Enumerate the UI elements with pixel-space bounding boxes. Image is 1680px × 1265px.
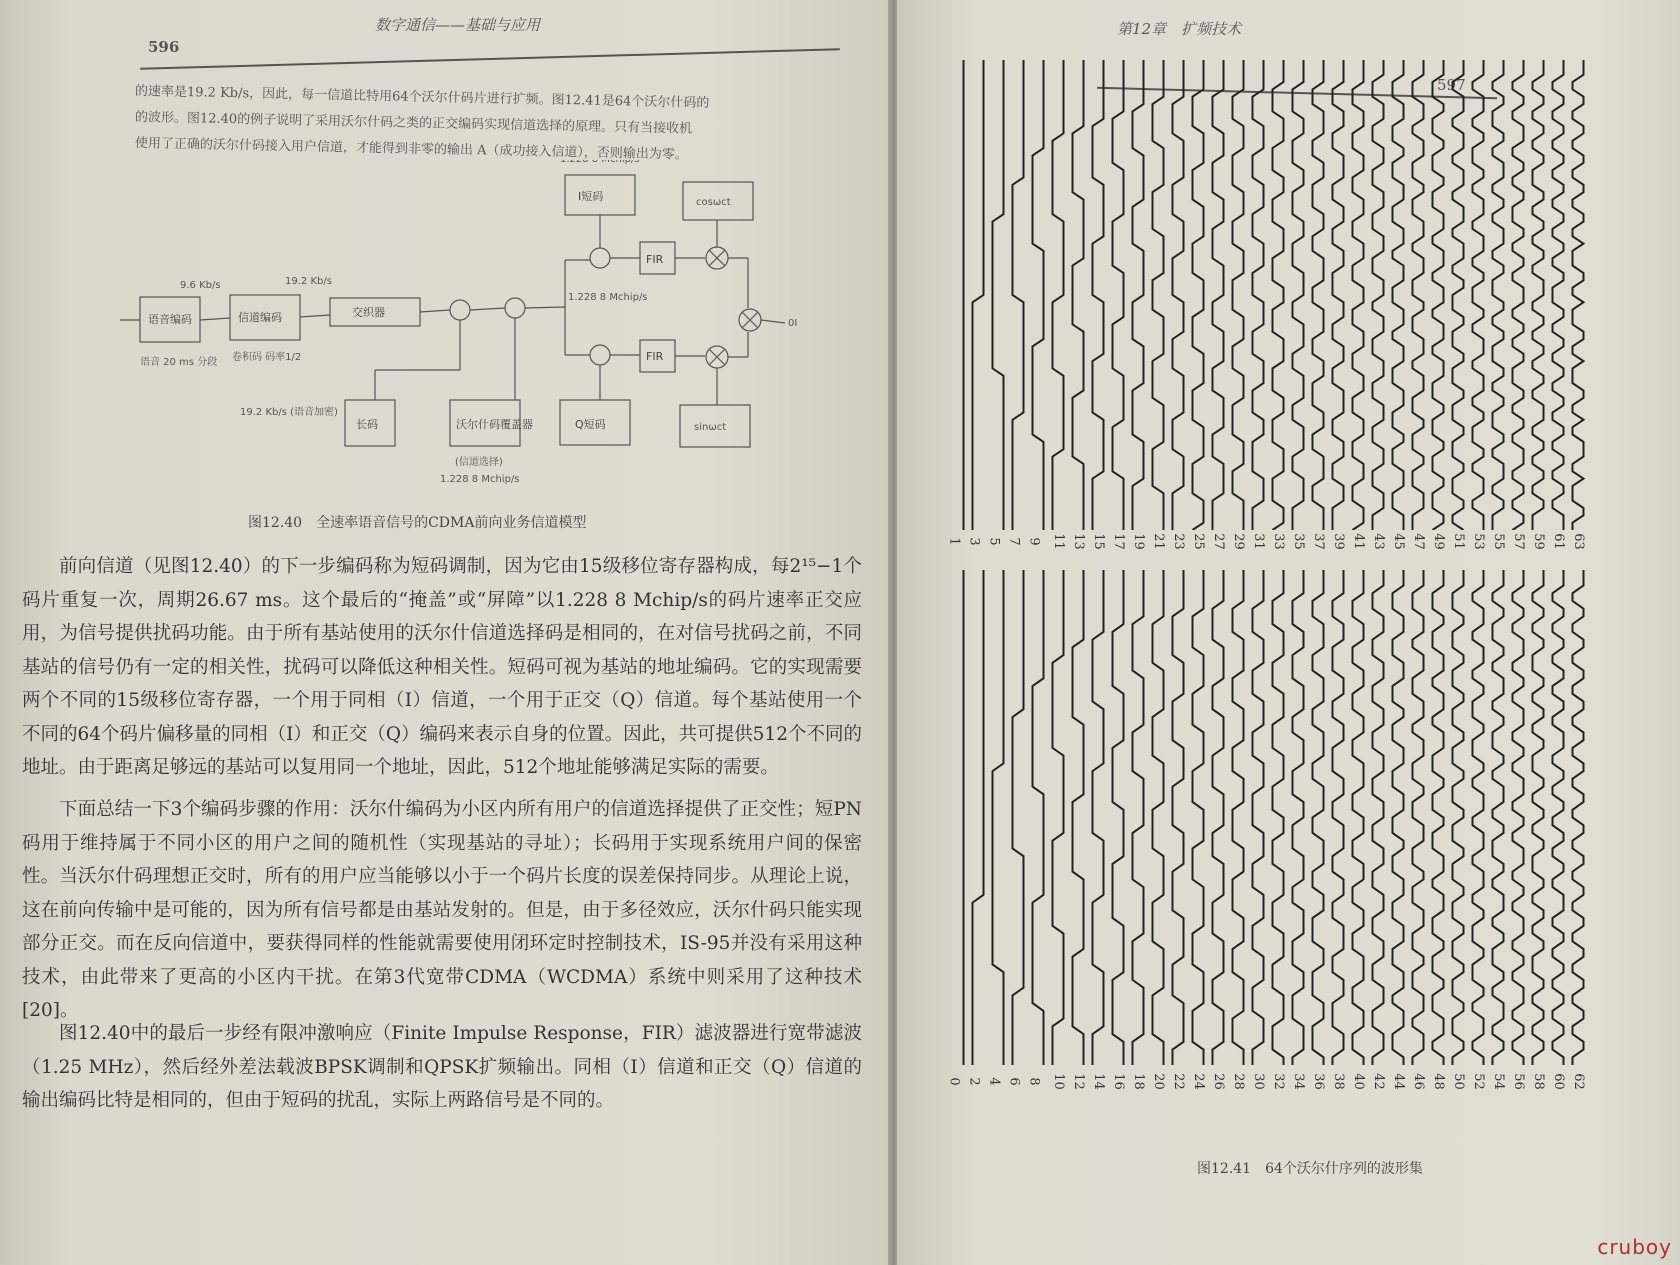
walsh-label-20: 20	[1150, 1073, 1166, 1090]
header-rule-left	[140, 48, 840, 70]
block-fir-q: FIR	[646, 350, 664, 363]
walsh-label-41: 41	[1350, 533, 1366, 550]
walsh-label-59: 59	[1530, 533, 1546, 550]
walsh-label-47: 47	[1410, 533, 1426, 550]
walsh-bottom-labels	[948, 1072, 1588, 1094]
walsh-label-63: 63	[1570, 533, 1586, 550]
walsh-label-13: 13	[1070, 533, 1086, 550]
walsh-label-9: 9	[1026, 537, 1042, 546]
walsh-waveform-23	[1173, 60, 1184, 530]
walsh-waveform-4	[993, 570, 1004, 1065]
walsh-waveform-14	[1093, 570, 1104, 1065]
walsh-label-56: 56	[1510, 1073, 1526, 1090]
walsh-top-svg	[948, 60, 1588, 530]
block-interleaver: 交织器	[352, 306, 385, 319]
walsh-label-34: 34	[1290, 1073, 1306, 1090]
rate-192-label: 19.2 Kb/s	[285, 276, 332, 287]
block-fir-i: FIR	[646, 253, 664, 266]
walsh-label-58: 58	[1530, 1073, 1546, 1090]
intro-line-2: 的波形。图12.40的例子说明了采用沃尔什码之类的正交编码实现信道选择的原理。只有当接收机	[134, 110, 693, 137]
walsh-label-31: 31	[1250, 533, 1266, 550]
walsh-label-4: 4	[986, 1077, 1002, 1086]
walsh-label-16: 16	[1110, 1073, 1126, 1090]
walsh-label-33: 33	[1270, 533, 1286, 550]
walsh-label-2: 2	[966, 1077, 982, 1086]
walsh-waveform-42	[1373, 570, 1384, 1065]
walsh-label-48: 48	[1430, 1073, 1446, 1090]
walsh-waveform-46	[1413, 570, 1424, 1065]
walsh-waveforms-odd	[948, 60, 1588, 530]
walsh-label-52: 52	[1470, 1073, 1486, 1090]
walsh-waveform-28	[1233, 570, 1244, 1065]
rate-9600-label: 9.6 Kb/s	[180, 280, 221, 291]
walsh-waveform-9	[1033, 60, 1044, 530]
channel-select-label: (信道选择)	[455, 457, 503, 468]
walsh-waveform-30	[1253, 570, 1264, 1065]
walsh-waveform-7	[1013, 60, 1024, 530]
walsh-label-37: 37	[1310, 533, 1326, 550]
walsh-label-12: 12	[1070, 1073, 1086, 1090]
walsh-waveform-32	[1273, 570, 1284, 1065]
walsh-label-21: 21	[1150, 533, 1166, 550]
page-number-right: 597	[1437, 76, 1466, 94]
walsh-waveform-6	[1013, 570, 1024, 1065]
walsh-label-3: 3	[966, 537, 982, 546]
walsh-waveform-21	[1153, 60, 1164, 530]
walsh-bottom-svg	[948, 570, 1588, 1065]
walsh-waveform-18	[1133, 570, 1144, 1065]
rate-top-label	[560, 160, 640, 165]
walsh-label-49: 49	[1430, 533, 1446, 550]
paragraph-1: 前向信道（见图12.40）的下一步编码称为短码调制，因为它由15级移位寄存器构成，每2¹⁵−1个码片重复一次，周期26.67 ms。这个最后的“掩盖”或“屏障”以1.228 8 Mchip/s的码片速率正交应用，为信号提供扰码功能。由于所有基站使用的沃尔什信道选择码是相同的，在对信号扰码之前，不同基站的信号仍有一定的相关性，扰码可以降低这种相关性。短码可视为基站的地址编码。它的实现需要两个不同的15级移位寄存器，一个用于同相（I）信道，一个用于正交（Q）信道。每个基站使用一个不同的64个码片偏移量的同相（I）和正交（Q）编码来表示自身的位置。因此，共可提供512个不同的地址。由于距离足够远的基站可以复用同一个地址，因此，512个地址能够满足实际的需要。	[22, 556, 862, 778]
walsh-label-10: 10	[1050, 1073, 1066, 1090]
walsh-waveform-8	[1033, 570, 1044, 1065]
walsh-label-11: 11	[1050, 533, 1066, 550]
walsh-waveform-2	[973, 570, 984, 1065]
block-channel-coder: 信道编码	[238, 311, 282, 324]
walsh-waveform-29	[1233, 60, 1244, 530]
walsh-label-15: 15	[1090, 533, 1106, 550]
conv-code-note: 卷积码 码率1/2	[232, 352, 302, 363]
block-sin: sinωct	[694, 422, 727, 433]
walsh-top-labels	[948, 532, 1588, 554]
output-label: 0Ⅰ	[788, 318, 798, 329]
cdma-forward-channel-diagram	[120, 160, 840, 540]
walsh-label-6: 6	[1006, 1077, 1022, 1086]
watermark-text: cruboy	[1597, 1235, 1672, 1259]
paragraph-2: 下面总结一下3个编码步骤的作用：沃尔什编码为小区内所有用户的信道选择提供了正交性；短PN码用于维持属于不同小区的用户之间的随机性（实现基站的寻址）；长码用于实现系统用户间的保密性。当沃尔什码理想正交时，所有的用户应当能够以小于一个码片长度的误差保持同步。从理论上说，这在前向传输中是可能的，因为所有信号都是由基站发射的。但是，由于多径效应，沃尔什码只能实现部分正交。而在反向信道中，要获得同样的性能就需要使用闭环定时控制技术，IS-95并没有采用这种技术，由此带来了更高的小区内干扰。在第3代宽带CDMA（WCDMA）系统中则采用了这种技术[20]。	[22, 799, 862, 1021]
walsh-waveform-12	[1073, 570, 1084, 1065]
walsh-label-53: 53	[1470, 533, 1486, 550]
intro-line-3: 使用了正确的沃尔什码接入用户信道，才能得到非零的输出 A（成功接入信道），否则输出为零。	[134, 136, 689, 163]
walsh-waveform-10	[1053, 570, 1064, 1065]
walsh-label-35: 35	[1290, 533, 1306, 550]
walsh-label-0: 0	[946, 1077, 962, 1086]
walsh-waveform-40	[1353, 570, 1364, 1065]
walsh-waveform-47	[1413, 60, 1424, 530]
walsh-label-50: 50	[1450, 1073, 1466, 1090]
running-head-right: 第12章 扩频技术	[1117, 20, 1242, 38]
walsh-label-1: 1	[946, 537, 962, 546]
walsh-label-36: 36	[1310, 1073, 1326, 1090]
walsh-waveform-49	[1433, 60, 1444, 530]
walsh-label-17: 17	[1110, 533, 1126, 550]
walsh-waveform-25	[1193, 60, 1204, 530]
walsh-waveform-13	[1073, 60, 1084, 530]
block-long-code: 长码	[356, 418, 378, 431]
walsh-waveform-37	[1313, 60, 1324, 530]
walsh-label-14: 14	[1090, 1073, 1106, 1090]
diagram-svg	[120, 160, 840, 540]
walsh-label-19: 19	[1130, 533, 1146, 550]
block-i-pn: I短码	[578, 190, 604, 203]
walsh-waveform-35	[1293, 60, 1304, 530]
running-head-left: 数字通信——基础与应用	[375, 16, 541, 34]
walsh-waveform-54	[1493, 570, 1504, 1065]
walsh-waveform-34	[1293, 570, 1304, 1065]
walsh-label-22: 22	[1170, 1073, 1186, 1090]
walsh-waveform-31	[1253, 60, 1264, 530]
walsh-label-28: 28	[1230, 1073, 1246, 1090]
walsh-label-57: 57	[1510, 533, 1526, 550]
walsh-waveform-53	[1473, 60, 1484, 530]
walsh-waveform-38	[1333, 570, 1344, 1065]
walsh-label-18: 18	[1130, 1073, 1146, 1090]
walsh-waveform-43	[1373, 60, 1384, 530]
walsh-waveform-26	[1213, 570, 1224, 1065]
walsh-waveform-17	[1113, 60, 1124, 530]
page-number-left: 596	[148, 38, 180, 56]
walsh-waveform-20	[1153, 570, 1164, 1065]
walsh-waveform-41	[1353, 60, 1364, 530]
walsh-label-39: 39	[1330, 533, 1346, 550]
intro-line-1: 的速率是19.2 Kb/s，因此，每一信道比特用64个沃尔什码片进行扩频。图12.41是64个沃尔什码的	[134, 84, 710, 112]
walsh-label-43: 43	[1370, 533, 1386, 550]
walsh-waveform-56	[1513, 570, 1524, 1065]
walsh-label-55: 55	[1490, 533, 1506, 550]
walsh-label-40: 40	[1350, 1073, 1366, 1090]
walsh-rate-label: 1.228 8 Mchip/s	[440, 474, 520, 485]
walsh-label-61: 61	[1550, 533, 1566, 550]
walsh-label-46: 46	[1410, 1073, 1426, 1090]
walsh-waveform-52	[1473, 570, 1484, 1065]
walsh-label-8: 8	[1026, 1077, 1042, 1086]
walsh-waveform-55	[1493, 60, 1504, 530]
walsh-waveform-51	[1453, 60, 1464, 530]
walsh-label-32: 32	[1270, 1073, 1286, 1090]
walsh-waveform-3	[973, 60, 984, 530]
walsh-waveform-61	[1553, 60, 1564, 530]
walsh-label-27: 27	[1210, 533, 1226, 550]
walsh-label-29: 29	[1230, 533, 1246, 550]
walsh-label-24: 24	[1190, 1073, 1206, 1090]
walsh-waveform-33	[1273, 60, 1284, 530]
walsh-label-45: 45	[1390, 533, 1406, 550]
paragraph-3: 图12.40中的最后一步经有限冲激响应（Finite Impulse Response，FIR）滤波器进行宽带滤波（1.25 MHz），然后经外差法载波BPSK调制和QPSK扩频输出。同相（I）信道和正交（Q）信道的输出编码比特是相同的，但由于短码的扰乱，实际上两路信号是不同的。	[22, 1023, 862, 1111]
block-cos: cosωct	[696, 197, 731, 208]
walsh-waveform-27	[1213, 60, 1224, 530]
walsh-waveform-36	[1313, 570, 1324, 1065]
block-vocoder: 语音编码	[148, 313, 192, 326]
figure-12-40-caption: 图12.40 全速率语音信号的CDMA前向业务信道模型	[248, 515, 587, 531]
walsh-waveform-16	[1113, 570, 1124, 1065]
walsh-label-54: 54	[1490, 1073, 1506, 1090]
walsh-label-25: 25	[1190, 533, 1206, 550]
walsh-label-23: 23	[1170, 533, 1186, 550]
walsh-waveform-5	[993, 60, 1004, 530]
rate-mid-label: 1.228 8 Mchip/s	[568, 292, 648, 303]
walsh-waveform-58	[1533, 570, 1544, 1065]
vocoder-note: 语音 20 ms 分段	[140, 357, 218, 368]
walsh-waveform-48	[1433, 570, 1444, 1065]
walsh-label-26: 26	[1210, 1073, 1226, 1090]
walsh-waveform-60	[1553, 570, 1564, 1065]
walsh-waveform-22	[1173, 570, 1184, 1065]
walsh-waveform-59	[1533, 60, 1544, 530]
walsh-waveform-24	[1193, 570, 1204, 1065]
walsh-waveform-45	[1393, 60, 1404, 530]
walsh-label-30: 30	[1250, 1073, 1266, 1090]
walsh-label-60: 60	[1550, 1073, 1566, 1090]
walsh-label-42: 42	[1370, 1073, 1386, 1090]
walsh-waveform-39	[1333, 60, 1344, 530]
walsh-waveform-63	[1573, 60, 1584, 530]
walsh-label-7: 7	[1006, 537, 1022, 546]
figure-12-41-caption: 图12.41 64个沃尔什序列的波形集	[1197, 1161, 1423, 1177]
walsh-waveform-50	[1453, 570, 1464, 1065]
walsh-label-62: 62	[1570, 1073, 1586, 1090]
scramble-rate-label: 19.2 Kb/s (语音加密)	[240, 407, 338, 418]
walsh-label-44: 44	[1390, 1073, 1406, 1090]
walsh-waveform-62	[1573, 570, 1584, 1065]
block-q-pn: Q短码	[575, 418, 606, 431]
walsh-waveform-44	[1393, 570, 1404, 1065]
walsh-label-51: 51	[1450, 533, 1466, 550]
walsh-label-38: 38	[1330, 1073, 1346, 1090]
walsh-waveforms-even	[948, 570, 1588, 1065]
walsh-label-5: 5	[986, 537, 1002, 546]
walsh-waveform-15	[1093, 60, 1104, 530]
walsh-waveform-57	[1513, 60, 1524, 530]
walsh-waveform-11	[1053, 60, 1064, 530]
walsh-waveform-19	[1133, 60, 1144, 530]
block-walsh-cover: 沃尔什码覆盖器	[456, 418, 533, 431]
